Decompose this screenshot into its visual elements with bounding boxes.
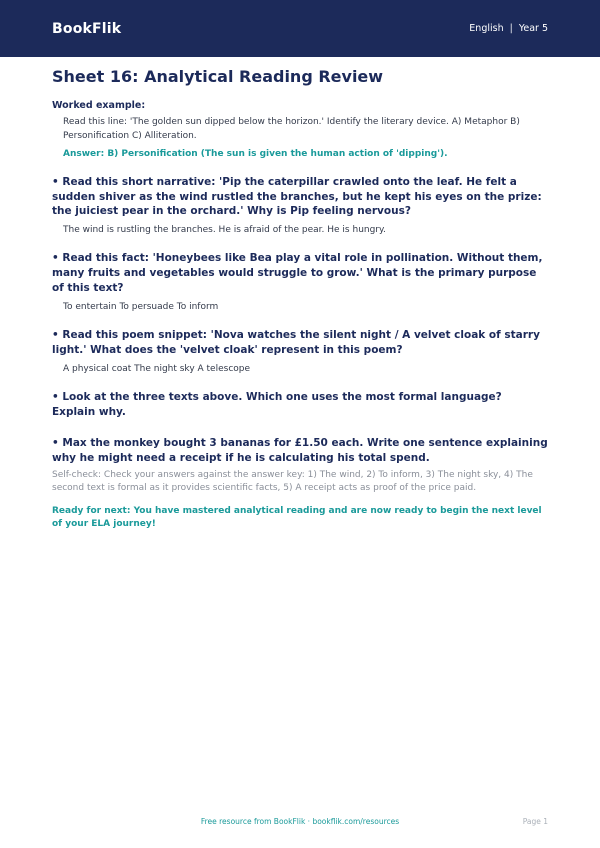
question-3 — [52, 328, 548, 374]
worked-example-text: Read this line: 'The golden sun dipped below the horizon.' Identify the literary device. A) Metaphor B) Personification C) Alliteration. — [63, 116, 520, 141]
question-text: • Look at the three texts above. Which one uses the most formal language? Explain why. — [52, 390, 502, 418]
year-label: Year 5 — [518, 23, 548, 34]
footer-resource-link[interactable]: Free resource from BookFlik · bookflik.com/resources — [200, 817, 400, 826]
header-meta — [469, 23, 548, 34]
question-options: The wind is rustling the branches. He is afraid of the pear. He is hungry. — [63, 225, 386, 236]
worked-example-answer: Answer: B) Personification (The sun is given the human action of 'dipping'). — [63, 148, 448, 159]
question-text: • Read this poem snippet: 'Nova watches the silent night / A velvet cloak of starry light.' What does the 'velvet cloak' represent in this poem? — [52, 329, 540, 357]
brand-logo: BookFlik — [52, 20, 122, 37]
question-text: • Read this short narrative: 'Pip the caterpillar crawled onto the leaf. He felt a sudden shiver as the wind rustled the branches, but he kept his eyes on the prize: the juiciest pear in the orchard.' Why is Pip feeling nervous? — [52, 175, 542, 218]
question-options: A physical coat The night sky A telescope — [63, 363, 251, 374]
question-2 — [52, 251, 548, 312]
page-number: Page 1 — [522, 817, 548, 826]
worksheet-content — [0, 67, 600, 532]
subject-label: English — [469, 23, 504, 34]
worked-example — [52, 100, 548, 159]
self-check-text: Self-check: Check your answers against the answer key: 1) The wind, 2) To inform, 3) The night sky, 4) The second text is formal as it provides scientific facts, 5) A receipt acts as proof of the price paid. — [52, 469, 533, 494]
question-1 — [52, 175, 548, 236]
question-options: To entertain To persuade To inform — [63, 302, 219, 313]
question-5 — [52, 436, 548, 466]
question-text: • Max the monkey bought 3 bananas for £1.50 each. Write one sentence explaining why he might need a receipt if he is calculating his total spend. — [52, 436, 548, 464]
page-header — [0, 0, 600, 57]
question-text: • Read this fact: 'Honeybees like Bea play a vital role in pollination. Without them, many fruits and vegetables would struggle to grow.' What is the primary purpose of this text? — [52, 252, 543, 295]
ready-for-next-text: Ready for next: You have mastered analytical reading and are now ready to begin the next level of your ELA journey! — [52, 505, 542, 530]
header-separator: | — [509, 23, 513, 34]
page-title: Sheet 16: Analytical Reading Review — [52, 67, 384, 86]
page-footer — [0, 817, 600, 831]
worked-example-label: Worked example: — [52, 99, 146, 111]
question-4 — [52, 390, 548, 420]
